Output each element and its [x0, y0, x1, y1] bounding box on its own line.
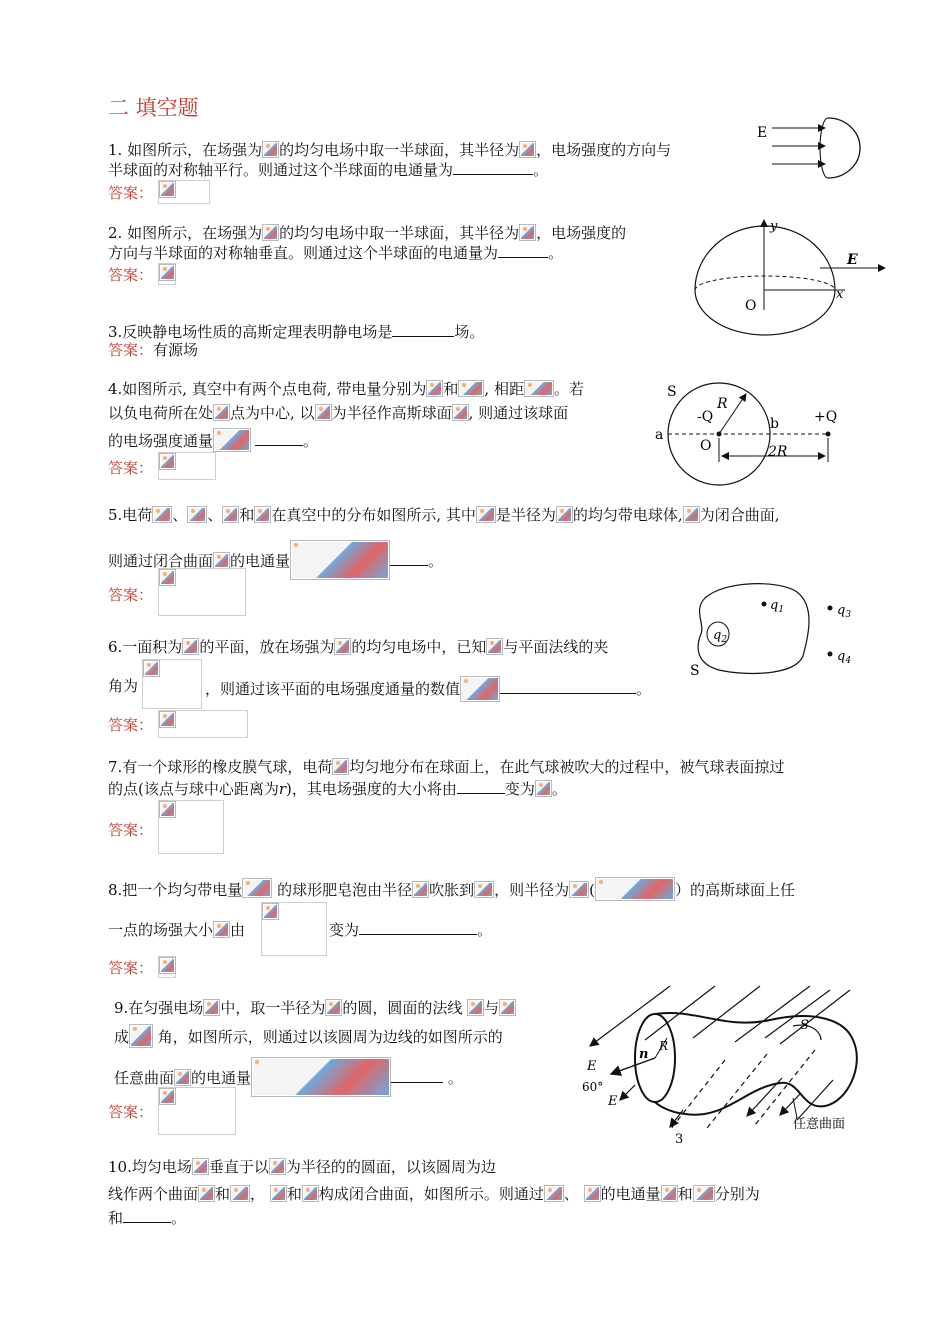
formula-image-icon	[262, 141, 279, 158]
formula-image-icon	[595, 877, 675, 901]
formula-image-icon	[325, 999, 342, 1016]
charge-label-q2: $q_2$	[713, 628, 728, 645]
q10-line1: 10.均匀电场 垂直于以 为半径的的圆面，以该圆周为边	[108, 1158, 496, 1176]
q4-answer-label: 答案：	[108, 459, 154, 477]
center-label-o: O	[700, 438, 712, 454]
radius-label: R	[659, 1039, 669, 1053]
point-label-b: b	[770, 416, 779, 432]
q5-answer-image	[158, 568, 246, 616]
point-label-a: a	[655, 427, 664, 443]
formula-image-icon	[584, 1185, 601, 1202]
q4-line2: 以负电荷所在处 点为中心, 以 为半径作高斯球面 , 则通过该球面	[108, 404, 569, 422]
answer-blank	[500, 679, 636, 694]
formula-image-icon	[129, 1024, 153, 1048]
formula-image-icon	[269, 1158, 286, 1175]
q4-answer-image	[158, 452, 216, 480]
answer-blank	[453, 160, 533, 175]
axis-label-x: x	[836, 287, 844, 302]
q4-line3: 的电场强度通量 。	[108, 428, 318, 452]
q10-line3: 和 。	[108, 1209, 187, 1227]
formula-image-icon	[159, 957, 176, 974]
formula-image-icon	[302, 1185, 319, 1202]
formula-image-icon	[467, 999, 484, 1016]
formula-image-icon	[159, 801, 176, 818]
q3-line1: 3.反映静电场性质的高斯定理表明静电场是 场。	[108, 323, 485, 341]
formula-image-icon	[182, 638, 199, 655]
answer-blank	[390, 551, 428, 566]
q9-line3: 任意曲面 的电通量 。	[114, 1057, 463, 1097]
q7-line1: 7.有一个球形的橡皮膜气球，电荷 均匀地分布在球面上，在此气球被吹大的过程中，被气球表面掠过	[108, 758, 785, 776]
answer-blank	[359, 920, 477, 935]
formula-image-icon	[661, 1185, 678, 1202]
formula-image-icon	[476, 506, 496, 523]
formula-image-icon	[213, 552, 230, 569]
formula-image-icon	[535, 780, 552, 797]
formula-image-icon	[222, 506, 239, 523]
formula-image-icon	[159, 264, 176, 281]
q9-answer-image	[158, 1087, 236, 1135]
formula-image-icon	[556, 506, 573, 523]
field-label-e: E	[757, 125, 768, 141]
formula-image-icon	[486, 638, 503, 655]
formula-image-icon	[213, 428, 251, 452]
q8-line2a: 一点的场强大小 由	[108, 921, 246, 939]
q8-line1: 8.把一个均匀带电量 的球形肥皂泡由半径 吹胀到 ，则半径为 ( ）的高斯球面上任	[108, 877, 795, 901]
q7-line2: 的点(该点与球中心距离为r)，其电场强度的大小将由 变为 。	[108, 780, 567, 798]
q5-line1: 5.电荷 、 、 和 在真空中的分布如图所示, 其中 是半径为 的均匀带电球体, 为闭合曲面,	[108, 506, 780, 524]
formula-image-icon	[262, 224, 279, 241]
q8-answer-image	[158, 956, 176, 978]
formula-image-icon	[683, 506, 700, 523]
distance-label: 2R	[768, 444, 788, 460]
q8-answer-label: 答案：	[108, 959, 154, 977]
q1-hemisphere-figure	[750, 110, 870, 185]
angle-label: 60°	[582, 1080, 604, 1094]
field-label-e1: E	[587, 1059, 597, 1074]
formula-image-icon	[159, 711, 176, 728]
q5-line2: 则通过闭合曲面 的电通量 。	[108, 540, 443, 580]
q1-line2: 半球面的对称轴平行。则通过这个半球面的电通量为 。	[108, 161, 549, 179]
formula-image-icon	[519, 141, 536, 158]
q1-line1: 1. 如图所示，在场强为 的均匀电场中取一半球面，其半径为 ，电场强度的方向与	[108, 141, 672, 159]
q6-line1: 6.一面积为 的平面，放在场强为 的均匀电场中，已知 与平面法线的夹	[108, 638, 609, 656]
formula-image-icon	[262, 903, 279, 920]
surface-label-s: S	[667, 384, 677, 400]
formula-image-icon	[290, 540, 390, 580]
positive-charge-label: +Q	[814, 409, 838, 425]
formula-image-icon	[460, 676, 500, 702]
page-number: 3	[675, 1132, 684, 1147]
q7-answer-image	[158, 800, 224, 854]
formula-image-icon	[159, 1088, 176, 1105]
axis-label-y: y	[770, 219, 778, 234]
radius-label: R	[717, 396, 728, 412]
formula-image-icon	[203, 999, 220, 1016]
answer-blank	[255, 431, 303, 446]
section-title: 二 填空题	[108, 96, 199, 120]
formula-image-icon	[198, 1185, 215, 1202]
formula-image-icon	[569, 881, 589, 898]
q10-line2: 线作两个曲面 和 ， 和 构成闭合曲面，如图所示。则通过 、 的电通量 和 分别为	[108, 1185, 760, 1203]
charge-label-q4: $q_4$	[837, 649, 852, 666]
q9-arbitrary-surface-figure	[575, 980, 880, 1148]
q8-line2b: 变为 。	[329, 921, 493, 939]
q1-answer-label: 答案：	[108, 184, 154, 202]
q9-answer-label: 答案：	[108, 1103, 154, 1121]
answer-blank	[392, 322, 454, 337]
formula-image-icon	[143, 660, 160, 677]
surface-label-s: S	[800, 1018, 809, 1033]
formula-image-icon	[159, 181, 176, 198]
q4-line1: 4.如图所示, 真空中有两个点电荷, 带电量分别为 和 , 相距 。若	[108, 380, 584, 398]
formula-image-icon	[452, 404, 469, 421]
charge-label-q1: $q_1$	[770, 598, 785, 615]
formula-image-icon	[213, 404, 230, 421]
formula-image-icon	[213, 921, 230, 938]
formula-image-icon	[230, 1185, 250, 1202]
answer-blank	[498, 243, 548, 258]
formula-image-icon	[544, 1185, 564, 1202]
q2-answer-image	[158, 263, 176, 285]
formula-image-icon	[458, 380, 484, 397]
q6-line2a: 角为	[108, 677, 139, 695]
formula-image-icon	[187, 506, 207, 523]
q9-line2: 成 角，如图所示，则通过以该圆周为边线的如图所示的	[114, 1024, 503, 1048]
formula-image-icon	[251, 1057, 391, 1097]
answer-blank	[123, 1208, 171, 1223]
q2-line2: 方向与半球面的对称轴垂直。则通过这个半球面的电通量为 。	[108, 244, 564, 262]
q5-answer-label: 答案：	[108, 586, 154, 604]
q3-answer: 答案：有源场	[108, 341, 199, 359]
q7-answer-label: 答案：	[108, 821, 154, 839]
surface-label-s: S	[690, 663, 700, 679]
field-label-e2: E	[608, 1094, 618, 1109]
formula-image-icon	[499, 999, 516, 1016]
q9-line1: 9.在匀强电场 中，取一半径为 的圆，圆面的法线 与	[114, 998, 516, 1018]
answer-blank	[391, 1068, 443, 1083]
formula-image-icon	[254, 506, 271, 523]
q2-hemisphere-figure	[690, 212, 895, 347]
q1-answer-image	[158, 180, 210, 204]
formula-image-icon	[270, 1185, 287, 1202]
formula-image-icon	[315, 404, 332, 421]
q8-field-image	[261, 902, 327, 956]
q6-line2b: ，则通过该平面的电场强度通量的数值 。	[205, 676, 651, 702]
q4-gauss-sphere-figure	[650, 376, 850, 494]
q5-charge-distribution-figure	[685, 578, 865, 683]
answer-blank	[457, 779, 505, 794]
q2-answer-label: 答案：	[108, 266, 154, 284]
formula-image-icon	[159, 569, 176, 586]
negative-charge-label: -Q	[697, 409, 714, 425]
q6-angle-image	[142, 659, 202, 709]
arbitrary-surface-label: 任意曲面	[793, 1117, 846, 1132]
formula-image-icon	[426, 380, 443, 397]
q6-answer-label: 答案：	[108, 716, 154, 734]
formula-image-icon	[519, 224, 536, 241]
field-label-e: E	[847, 252, 858, 268]
formula-image-icon	[174, 1069, 191, 1086]
q6-answer-image	[158, 710, 248, 738]
formula-image-icon	[332, 758, 349, 775]
formula-image-icon	[152, 506, 172, 523]
formula-image-icon	[524, 380, 554, 397]
charge-label-q3: $q_3$	[837, 603, 852, 620]
normal-label: n	[639, 1047, 649, 1062]
formula-image-icon	[474, 881, 494, 898]
formula-image-icon	[192, 1158, 209, 1175]
origin-label: O	[745, 298, 757, 314]
formula-image-icon	[693, 1185, 715, 1202]
q2-line1: 2. 如图所示，在场强为 的均匀电场中取一半球面，其半径为 ，电场强度的	[108, 224, 627, 242]
formula-image-icon	[242, 878, 272, 898]
formula-image-icon	[334, 638, 351, 655]
formula-image-icon	[159, 453, 176, 470]
formula-image-icon	[412, 881, 429, 898]
